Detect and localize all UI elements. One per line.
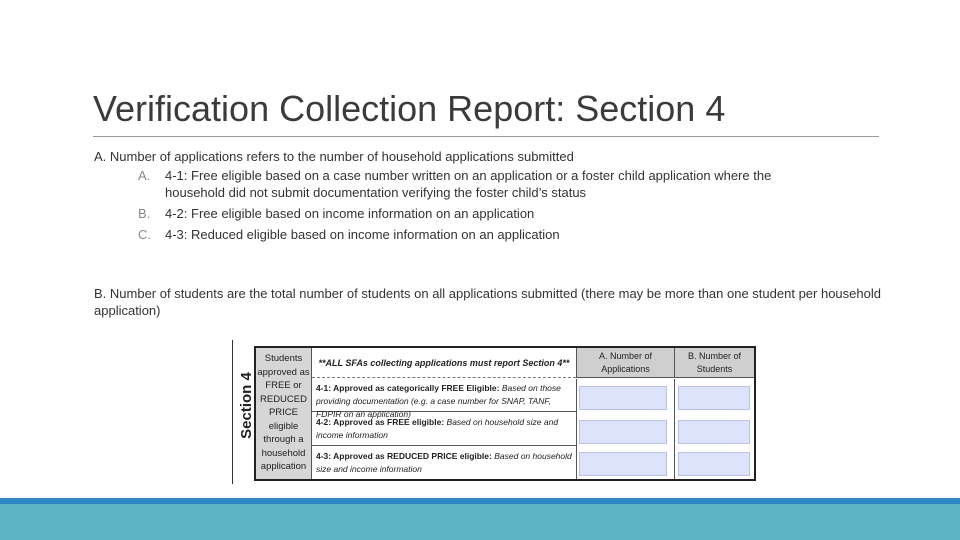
list-item (138, 167, 838, 201)
row-detail: Based on household size and income information (316, 417, 559, 440)
row-detail: Based on those providing documentation (e.g. a case number for SNAP, TANF, FDPIR on an application) (316, 383, 561, 419)
intro-text: A. Number of applications refers to the number of household applications submitted (94, 149, 574, 164)
list-item-text: 4-1: Free eligible based on a case number written on an application or a foster child application where the household did not submit documentation verifying the foster child’s status (165, 168, 772, 200)
list-item-text: 4-2: Free eligible based on income information on an application (165, 206, 535, 221)
table-row (312, 413, 576, 446)
slide-title: Verification Collection Report: Section 4 (93, 88, 726, 129)
applications-entry-4-1 (579, 386, 667, 410)
row-detail: Based on household size and income information (316, 451, 572, 474)
title-divider (93, 136, 879, 137)
table-row (312, 379, 576, 419)
column-a-header: A. Number of Applications (576, 348, 674, 378)
row-lead: 4-2: Approved as FREE eligible: (316, 417, 445, 427)
footer-bar (0, 504, 960, 540)
section-label (236, 346, 256, 464)
list-marker: B. (138, 206, 151, 221)
applications-entry-4-3 (579, 452, 667, 476)
list-item-text: 4-3: Reduced eligible based on income information on an application (165, 227, 560, 242)
section-4-form-image (232, 340, 758, 484)
row-lead: 4-1: Approved as categorically FREE Eligible: (316, 383, 500, 393)
students-entry-4-3 (678, 452, 750, 476)
list-marker: C. (138, 227, 151, 242)
students-paragraph: B. Number of students are the total number of students on all applications submitted (there may be more than one student per household application) (94, 286, 881, 318)
table-row (312, 447, 576, 477)
students-entry-4-2 (678, 420, 750, 444)
column-separator (674, 379, 675, 479)
column-separator (576, 379, 577, 479)
header-note: **ALL SFAs collecting applications must report Section 4** (312, 348, 576, 378)
section-4-table (254, 346, 756, 481)
row-lead: 4-3: Approved as REDUCED PRICE eligible: (316, 451, 492, 461)
definition-list (138, 167, 838, 247)
students-approved-cell: Students approved as FREE or REDUCED PRICE eligible through a household application (256, 348, 312, 479)
section-divider-line (232, 340, 233, 484)
section-label-text: Section 4 (237, 371, 255, 439)
list-marker: A. (138, 168, 151, 183)
students-entry-4-1 (678, 386, 750, 410)
list-item (138, 205, 838, 222)
applications-entry-4-2 (579, 420, 667, 444)
list-item (138, 226, 838, 243)
column-b-header: B. Number of Students (674, 348, 754, 378)
